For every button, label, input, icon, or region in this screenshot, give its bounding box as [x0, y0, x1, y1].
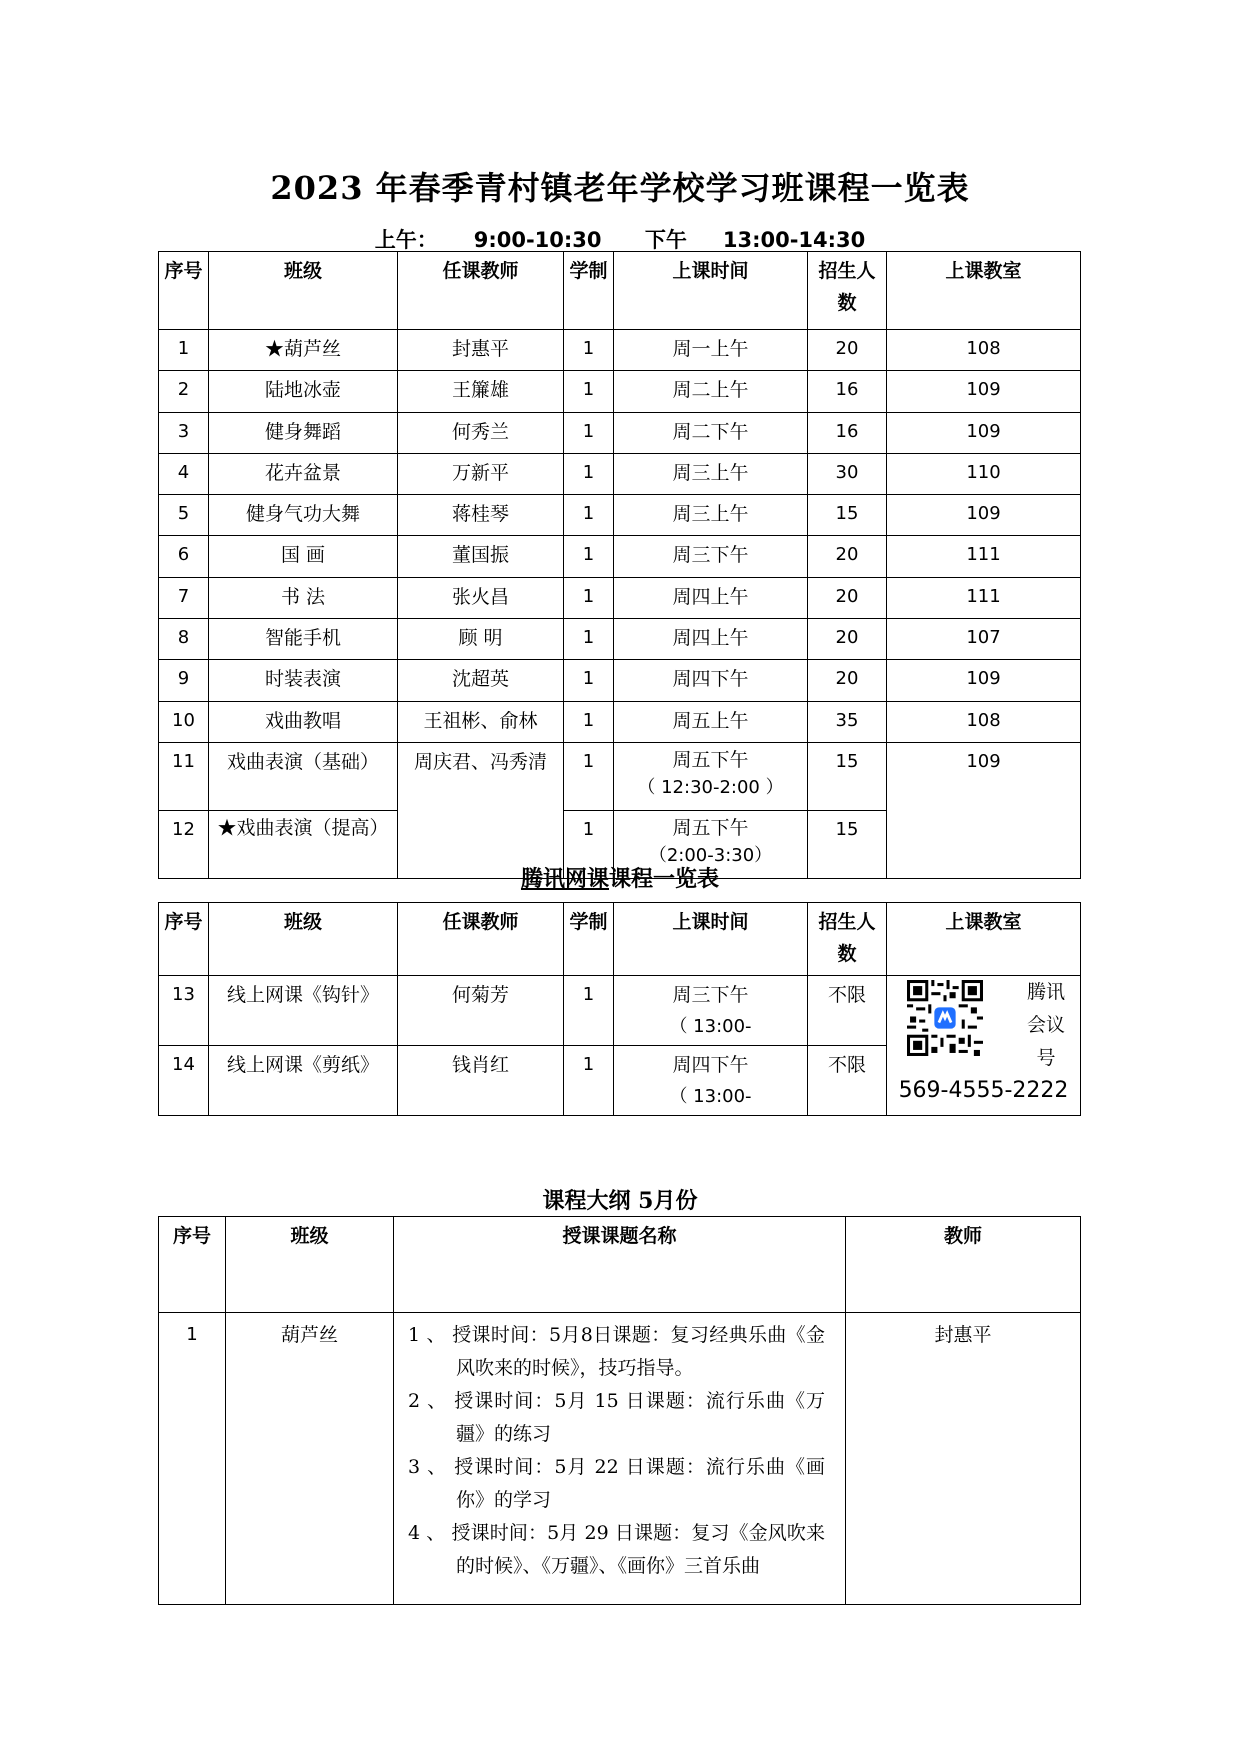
row-room: 109: [887, 742, 1081, 878]
table-row: [159, 536, 1081, 577]
row-teacher: 万新平: [398, 453, 564, 494]
row-count: 20: [808, 536, 887, 577]
row-room: 108: [887, 330, 1081, 371]
header-teacher: 任课教师: [398, 903, 564, 976]
header-count: 招生人数: [808, 252, 887, 330]
row-room: 109: [887, 412, 1081, 453]
header-no: 序号: [159, 1217, 226, 1313]
row-years: 1: [564, 976, 614, 1046]
class-times: [0, 224, 1240, 254]
row-teacher: 董国振: [398, 536, 564, 577]
row-years: 1: [564, 810, 614, 878]
online-table: [158, 902, 1081, 1116]
row-class: 戏曲教唱: [209, 701, 398, 742]
meeting-cell: [887, 976, 1081, 1116]
table-header-row: [159, 1217, 1081, 1313]
row-no: 14: [159, 1046, 209, 1116]
row-teacher: 钱肖红: [398, 1046, 564, 1116]
row-time: 周三上午: [614, 453, 808, 494]
meeting-number: 569-4555-2222: [898, 1078, 1069, 1103]
table-row: [159, 660, 1081, 701]
row-room: 110: [887, 453, 1081, 494]
table-row: [159, 495, 1081, 536]
table-row: [159, 453, 1081, 494]
row-no: 13: [159, 976, 209, 1046]
row-room: 111: [887, 536, 1081, 577]
online-title: 腾讯网课课程一览表: [520, 866, 720, 892]
am-time: 9:00-10:30: [473, 228, 602, 252]
row-no: 10: [159, 701, 209, 742]
row-teacher: 何菊芳: [398, 976, 564, 1046]
header-class: 班级: [209, 903, 398, 976]
row-class: 线上网课《钩针》: [209, 976, 398, 1046]
outline-title: 课程大纲 5月份: [542, 1188, 698, 1214]
header-years: 学制: [564, 903, 614, 976]
row-class: 线上网课《剪纸》: [209, 1046, 398, 1116]
row-class: ★戏曲表演（提高）: [209, 810, 398, 878]
row-count: 不限: [808, 976, 887, 1046]
header-room: 上课教室: [887, 252, 1081, 330]
row-years: 1: [564, 371, 614, 412]
header-topic: 授课课题名称: [394, 1217, 846, 1313]
am-label: 上午：: [374, 228, 438, 252]
pm-time: 13:00-14:30: [722, 228, 866, 252]
row-count: 20: [808, 577, 887, 618]
table-row: [159, 742, 1081, 810]
row-teacher: 封惠平: [846, 1313, 1081, 1605]
row-teacher: 沈超英: [398, 660, 564, 701]
list-item: 2 、 授课时间：5月 15 日课题：流行乐曲《万疆》的练习: [408, 1390, 825, 1445]
row-no: 2: [159, 371, 209, 412]
row-room: 108: [887, 701, 1081, 742]
row-years: 1: [564, 1046, 614, 1116]
row-no: 5: [159, 495, 209, 536]
list-item: 3 、 授课时间：5月 22 日课题：流行乐曲《画你》的学习: [408, 1456, 825, 1511]
pm-label: 下午: [644, 228, 687, 252]
row-class: 国 画: [209, 536, 398, 577]
row-class: 健身舞蹈: [209, 412, 398, 453]
list-item: 1 、 授课时间：5月8日课题：复习经典乐曲《金风吹来的时候》，技巧指导。: [408, 1324, 825, 1379]
header-room: 上课教室: [887, 903, 1081, 976]
row-time: 周五上午: [614, 701, 808, 742]
row-years: 1: [564, 742, 614, 810]
topic-list: [394, 1313, 846, 1605]
row-class: 健身气功大舞: [209, 495, 398, 536]
row-count: 16: [808, 412, 887, 453]
table-row: [159, 1313, 1081, 1605]
row-time: 周三下午: [614, 536, 808, 577]
row-time: 周四下午 （ 13:00-: [614, 1046, 808, 1116]
outline-table: [158, 1216, 1081, 1605]
row-teacher: 顾 明: [398, 619, 564, 660]
header-count: 招生人数: [808, 903, 887, 976]
qr-code-icon: [907, 980, 983, 1056]
row-years: 1: [564, 412, 614, 453]
row-count: 20: [808, 619, 887, 660]
row-years: 1: [564, 577, 614, 618]
row-class: 戏曲表演（基础）: [209, 742, 398, 810]
schedule-table: [158, 251, 1081, 879]
row-count: 20: [808, 330, 887, 371]
row-no: 4: [159, 453, 209, 494]
row-teacher: 王祖彬、俞林: [398, 701, 564, 742]
row-teacher: 王簾雄: [398, 371, 564, 412]
row-count: 35: [808, 701, 887, 742]
row-years: 1: [564, 660, 614, 701]
table-row: [159, 619, 1081, 660]
header-time: 上课时间: [614, 252, 808, 330]
row-time: 周四下午: [614, 660, 808, 701]
row-room: 109: [887, 495, 1081, 536]
row-time: 周二上午: [614, 371, 808, 412]
row-room: 109: [887, 371, 1081, 412]
row-time: 周二下午: [614, 412, 808, 453]
row-count: 16: [808, 371, 887, 412]
row-no: 3: [159, 412, 209, 453]
row-no: 11: [159, 742, 209, 810]
row-teacher: 何秀兰: [398, 412, 564, 453]
table-header-row: [159, 903, 1081, 976]
row-class: 陆地冰壶: [209, 371, 398, 412]
row-no: 1: [159, 330, 209, 371]
row-no: 9: [159, 660, 209, 701]
meeting-label: 腾讯会议号: [1026, 981, 1065, 1069]
row-time: 周五下午 （ 12:30-2:00 ）: [614, 742, 808, 810]
row-years: 1: [564, 619, 614, 660]
row-class: ★葫芦丝: [209, 330, 398, 371]
row-years: 1: [564, 330, 614, 371]
header-teacher: 教师: [846, 1217, 1081, 1313]
page-title: 2023 年春季青村镇老年学校学习班课程一览表: [270, 169, 970, 207]
row-no: 6: [159, 536, 209, 577]
list-item: 4 、 授课时间：5月 29 日课题：复习《金风吹来的时候》、《万疆》、《画你》三首乐曲: [408, 1522, 825, 1577]
row-count: 15: [808, 495, 887, 536]
row-class: 花卉盆景: [209, 453, 398, 494]
row-time: 周四上午: [614, 577, 808, 618]
row-teacher: 周庆君、冯秀清: [398, 742, 564, 878]
header-time: 上课时间: [614, 903, 808, 976]
table-row: [159, 976, 1081, 1046]
row-teacher: 封惠平: [398, 330, 564, 371]
row-time: 周四上午: [614, 619, 808, 660]
row-time: 周三上午: [614, 495, 808, 536]
row-time: 周一上午: [614, 330, 808, 371]
row-no: 1: [159, 1313, 226, 1605]
row-count: 20: [808, 660, 887, 701]
row-room: 109: [887, 660, 1081, 701]
row-count: 15: [808, 742, 887, 810]
header-years: 学制: [564, 252, 614, 330]
row-years: 1: [564, 495, 614, 536]
row-class: 智能手机: [209, 619, 398, 660]
row-class: 书 法: [209, 577, 398, 618]
table-row: [159, 371, 1081, 412]
row-room: 111: [887, 577, 1081, 618]
row-no: 7: [159, 577, 209, 618]
row-room: 107: [887, 619, 1081, 660]
row-teacher: 张火昌: [398, 577, 564, 618]
table-row: [159, 577, 1081, 618]
header-no: 序号: [159, 252, 209, 330]
row-no: 8: [159, 619, 209, 660]
header-class: 班级: [209, 252, 398, 330]
header-teacher: 任课教师: [398, 252, 564, 330]
header-class: 班级: [226, 1217, 394, 1313]
table-header-row: [159, 252, 1081, 330]
row-years: 1: [564, 536, 614, 577]
row-teacher: 蒋桂琴: [398, 495, 564, 536]
table-row: [159, 412, 1081, 453]
row-count: 30: [808, 453, 887, 494]
row-class: 葫芦丝: [226, 1313, 394, 1605]
table-row: [159, 330, 1081, 371]
row-no: 12: [159, 810, 209, 878]
row-count: 15: [808, 810, 887, 878]
row-time: 周三下午 （ 13:00-: [614, 976, 808, 1046]
table-row: [159, 701, 1081, 742]
header-no: 序号: [159, 903, 209, 976]
row-years: 1: [564, 453, 614, 494]
row-class: 时装表演: [209, 660, 398, 701]
row-time: 周五下午 （2:00-3:30）: [614, 810, 808, 878]
row-years: 1: [564, 701, 614, 742]
row-count: 不限: [808, 1046, 887, 1116]
